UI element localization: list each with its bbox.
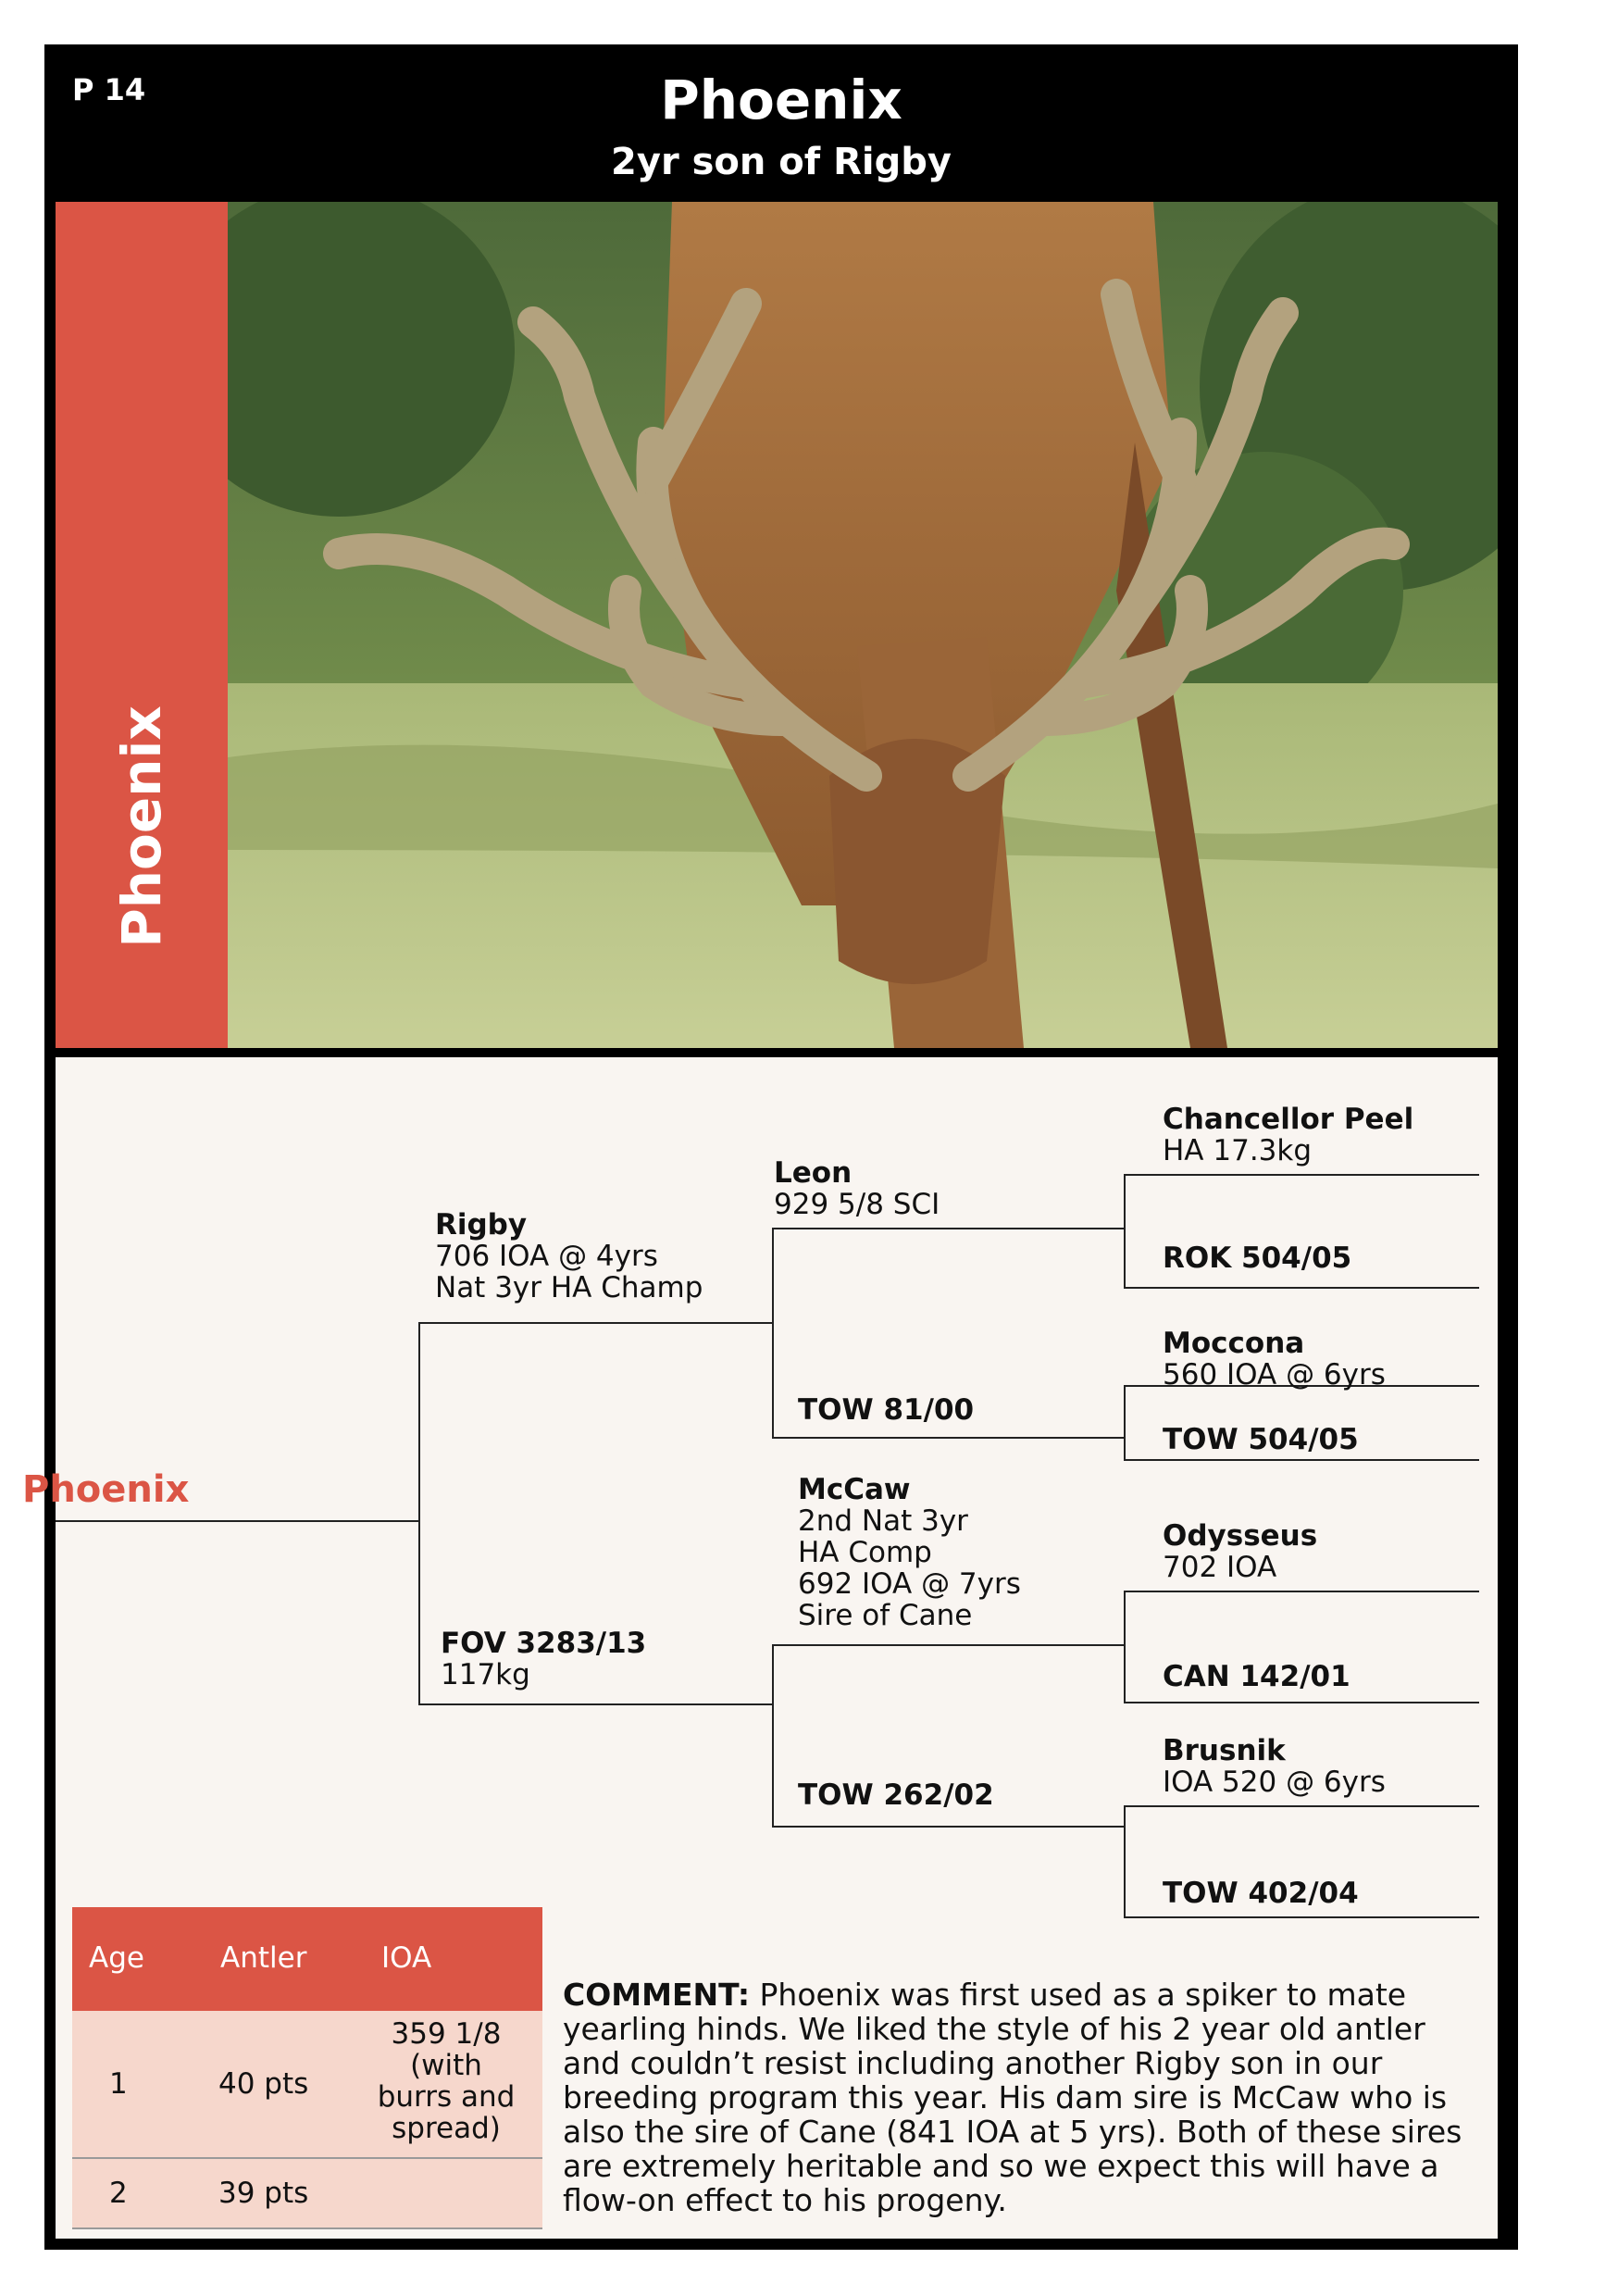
stats-row-1 [72, 2011, 542, 2157]
gg3-line-top [1124, 1591, 1479, 1592]
page-subtitle: 2yr son of Rigby [611, 141, 952, 183]
gg-4-name: TOW 504/05 [1163, 1423, 1359, 1456]
side-label: Phoenix [110, 705, 173, 948]
dam-sire-line-3: 692 IOA @ 7yrs [798, 1567, 1021, 1601]
dam-block [441, 1628, 646, 1691]
stag-photo [228, 202, 1498, 1048]
sire-dam-block [798, 1394, 974, 1426]
sire-dam-name: TOW 81/00 [798, 1393, 975, 1427]
dam-dam-line [772, 1826, 1126, 1828]
gen1-vertical [418, 1322, 420, 1705]
gg-5-line-1: 702 IOA [1163, 1551, 1277, 1584]
gg4-vertical [1124, 1805, 1126, 1918]
sire-block [435, 1209, 703, 1304]
header-bar [44, 44, 1518, 202]
comment-text: Phoenix was first used as a spiker to mate yearling hinds. We liked the style of his 2 year old antler and couldn’t resist including another Rigby son in our breeding program this year. His dam sire is McCaw who is also the sire of Cane (841 IOA at 5 yrs). Both of these sires are extremely heritable and so we expect this will have a flow-on effect to his progeny. [563, 1977, 1462, 2218]
dam-name: FOV 3283/13 [441, 1627, 647, 1660]
gg1-line-top [1124, 1174, 1479, 1176]
gg-7-name: Brusnik [1163, 1734, 1286, 1767]
subject-line [56, 1520, 420, 1522]
gg-chancellor-block [1163, 1104, 1413, 1167]
gg-8-name: TOW 402/04 [1163, 1877, 1359, 1910]
gg2-line-bottom [1124, 1459, 1479, 1461]
gg4-line-top [1124, 1805, 1479, 1807]
sire-sire-line [772, 1228, 1126, 1229]
gg-6-name: CAN 142/01 [1163, 1660, 1350, 1693]
sire-sire-name: Leon [774, 1156, 853, 1190]
stats-header-antler: Antler [220, 1941, 307, 1975]
stats-row-2-age: 2 [109, 2177, 128, 2210]
page-number: P 14 [72, 72, 146, 107]
sire-line-1: 706 IOA @ 4yrs [435, 1240, 658, 1273]
dam-line-1: 117kg [441, 1658, 530, 1691]
stats-row-1-ioa-line-2: (with [410, 2049, 482, 2082]
gg-moccona-block [1163, 1328, 1386, 1391]
sire-dam-line [772, 1437, 1126, 1439]
gg-can-block [1163, 1661, 1350, 1692]
comment-label: COMMENT: [563, 1977, 751, 2013]
gg-tow504-block [1163, 1424, 1359, 1455]
sire-sire-line-1: 929 5/8 SCI [774, 1188, 940, 1221]
sire-sire-block [774, 1157, 940, 1220]
gg-rok-block [1163, 1242, 1351, 1274]
stats-header-row [72, 1907, 542, 2011]
stats-row-1-antler: 40 pts [218, 2067, 309, 2101]
stats-header-age: Age [89, 1941, 144, 1975]
sire-line-2: Nat 3yr HA Champ [435, 1271, 703, 1304]
dam-dam-name: TOW 262/02 [798, 1778, 994, 1812]
page-title: Phoenix [660, 69, 902, 131]
sire-line [418, 1322, 774, 1324]
dam-sire-name: McCaw [798, 1473, 911, 1506]
gg-1-name: Chancellor Peel [1163, 1103, 1414, 1136]
sire-name: Rigby [435, 1208, 528, 1242]
dam-sire-line-1: 2nd Nat 3yr [798, 1504, 968, 1538]
gg-7-line-1: IOA 520 @ 6yrs [1163, 1766, 1386, 1799]
stats-row-2 [72, 2159, 542, 2227]
gg-1-line-1: HA 17.3kg [1163, 1134, 1313, 1167]
gg2-vertical [1124, 1385, 1126, 1461]
stag-illustration [228, 202, 1498, 1048]
gg-5-name: Odysseus [1163, 1519, 1318, 1553]
gg-odysseus-block [1163, 1520, 1317, 1583]
gg3-line-bottom [1124, 1702, 1479, 1703]
dam-sire-block [798, 1474, 1021, 1631]
stats-row-2-antler: 39 pts [218, 2177, 309, 2210]
comment-block [563, 1978, 1488, 2217]
dam-sire-line [772, 1644, 1126, 1646]
stats-row-1-ioa-line-4: spread) [392, 2112, 501, 2145]
gen2-vertical-top [772, 1228, 774, 1439]
stats-row-1-ioa-line-3: burrs and [377, 2080, 516, 2114]
gg-3-name: Moccona [1163, 1327, 1305, 1360]
gg4-line-bottom [1124, 1916, 1479, 1918]
dam-sire-line-4: Sire of Cane [798, 1599, 973, 1632]
gg-tow402-block [1163, 1878, 1359, 1909]
stats-table-bottom [72, 2227, 542, 2229]
stats-row-1-age: 1 [109, 2067, 128, 2101]
gg-3-line-1: 560 IOA @ 6yrs [1163, 1358, 1386, 1391]
dam-sire-line-2: HA Comp [798, 1536, 932, 1569]
dam-dam-block [798, 1779, 994, 1811]
stats-row-1-ioa-line-1: 359 1/8 [391, 2017, 502, 2051]
dam-line [418, 1703, 774, 1705]
gg-brusnik-block [1163, 1735, 1386, 1798]
gen2-vertical-bottom [772, 1644, 774, 1828]
gg3-vertical [1124, 1591, 1126, 1703]
gg1-line-bottom [1124, 1287, 1479, 1289]
gg1-vertical [1124, 1174, 1126, 1289]
pedigree-subject: Phoenix [22, 1468, 190, 1511]
stats-header-ioa: IOA [381, 1941, 432, 1975]
side-band [56, 202, 228, 1048]
stats-row-1-ioa [363, 2018, 529, 2144]
gg-2-name: ROK 504/05 [1163, 1242, 1352, 1275]
